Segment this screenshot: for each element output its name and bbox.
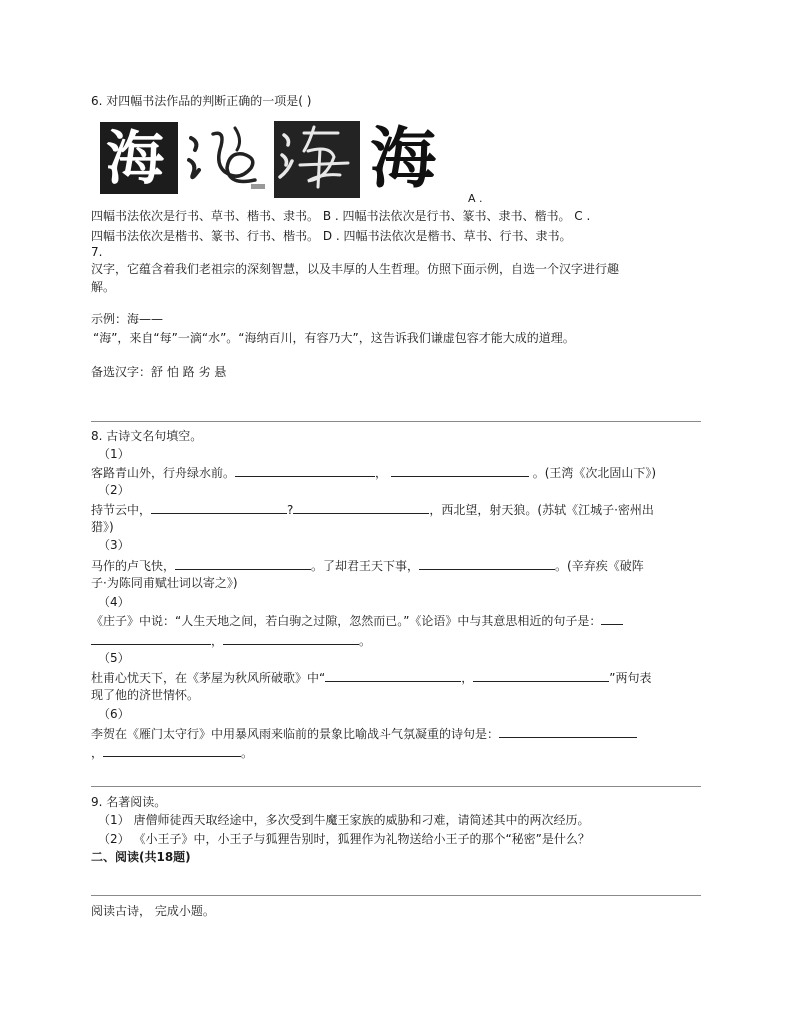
q8-item-5-pre: 杜甫心忧天下，在《茅屋为秋风所破歌》中“ bbox=[91, 671, 326, 685]
q7-candidates: 备选汉字：舒 怕 路 劣 悬 bbox=[91, 365, 227, 379]
q8-item-3-blank-1[interactable] bbox=[175, 558, 311, 570]
calligraphy-char: 海 bbox=[370, 120, 436, 197]
q8-item-3-blank-2[interactable] bbox=[419, 558, 555, 570]
q8-item-4-mid: ， bbox=[211, 634, 224, 648]
q9-stem: 9. 名著阅读。 bbox=[91, 795, 167, 809]
q8-item-6-blank-1[interactable] bbox=[499, 726, 637, 738]
q8-item-4-cont bbox=[91, 633, 371, 649]
q6-options-line-2: 四幅书法依次是楷书、篆书、行书、楷书。 D . 四幅书法依次是楷书、草书、行书、隶书。 bbox=[91, 229, 572, 243]
q8-item-1-blank-2[interactable] bbox=[391, 465, 529, 477]
q8-item-6-blank-2[interactable] bbox=[103, 745, 241, 757]
q8-item-4-blank-2[interactable] bbox=[223, 633, 359, 645]
q6-stem: 6. 对四幅书法作品的判断正确的一项是( ) bbox=[91, 94, 312, 108]
calligraphy-char: 海 bbox=[106, 124, 165, 192]
q8-item-2-blank-2[interactable] bbox=[293, 502, 429, 514]
cursive-stroke-image bbox=[185, 120, 270, 195]
q6-option-a-label: A . bbox=[468, 192, 483, 205]
q8-item-2-mid: ? bbox=[287, 503, 294, 517]
q8-item-5-num: （5） bbox=[98, 651, 130, 665]
reading-intro: 阅读古诗， 完成小题。 bbox=[91, 904, 215, 918]
q8-item-6-post: 。 bbox=[241, 746, 254, 760]
q8-item-5-blank-2[interactable] bbox=[473, 670, 609, 682]
q9-item-1: （1） 唐僧师徒西天取经途中，多次受到牛魔王家族的威胁和刁难，请简述其中的两次经历。 bbox=[98, 813, 590, 827]
q8-item-4-post: 。 bbox=[359, 634, 372, 648]
q8-item-2-blank-1[interactable] bbox=[151, 502, 287, 514]
q8-item-4-blank-1-end[interactable] bbox=[91, 633, 211, 645]
q8-item-4-blank-1-start[interactable] bbox=[601, 613, 623, 625]
q7-line-2: 解。 bbox=[91, 280, 116, 294]
q8-item-5-post: ”两句表 bbox=[609, 671, 652, 685]
q8-item-4 bbox=[91, 613, 623, 629]
q8-item-3-num: （3） bbox=[98, 538, 130, 552]
q8-item-3-post: 。(辛弃疾《破阵 bbox=[555, 559, 644, 573]
q8-item-2-post: ，西北望，射天狼。(苏轼《江城子·密州出 bbox=[429, 503, 654, 517]
q9-item-2: （2） 《小王子》中，小王子与狐狸告别时，狐狸作为礼物送给小王子的那个“秘密”是什么？ bbox=[98, 832, 590, 846]
q8-item-6-cont bbox=[91, 745, 253, 761]
q8-stem: 8. 古诗文名句填空。 bbox=[91, 429, 203, 443]
q8-item-5 bbox=[91, 670, 651, 686]
calligraphy-2-caoshu bbox=[185, 120, 270, 195]
calligraphy-3-xingshu-dark bbox=[274, 121, 360, 198]
q7-line-1: 汉字，它蕴含着我们老祖宗的深刻智慧，以及丰厚的人生哲理。仿照下面示例，自选一个汉字进行趣 bbox=[91, 262, 620, 276]
q8-item-6-mid: ， bbox=[91, 746, 104, 760]
section-divider bbox=[91, 421, 701, 422]
q8-item-2-cont: 猎》) bbox=[91, 520, 114, 534]
calligraphy-1-xingshu bbox=[100, 122, 178, 194]
q7-number: 7. bbox=[91, 245, 103, 259]
q8-item-2 bbox=[91, 502, 654, 518]
section-divider bbox=[91, 786, 701, 787]
q8-item-1-post: 。(王湾《次北固山下》) bbox=[532, 466, 657, 480]
calligraphy-4-lishu bbox=[368, 120, 453, 195]
q8-item-2-pre: 持节云中， bbox=[91, 503, 152, 517]
q8-item-1-pre: 客路青山外，行舟绿水前。 bbox=[91, 466, 236, 480]
q8-item-6-num: （6） bbox=[98, 707, 130, 721]
q8-item-1 bbox=[91, 465, 656, 481]
q8-item-4-num: （4） bbox=[98, 595, 130, 609]
q8-item-5-mid: ， bbox=[461, 671, 474, 685]
q7-example-text: “海”，来自“每”一滴“水”。“海纳百川，有容乃大”，这告诉我们谦虚包容才能大成的道理。 bbox=[93, 331, 575, 345]
q8-item-6-pre: 李贺在《雁门太守行》中用暴风雨来临前的景象比喻战斗气氛凝重的诗句是： bbox=[91, 727, 500, 741]
section-2-heading: 二、阅读(共18题) bbox=[91, 850, 191, 864]
brush-stroke-image bbox=[274, 121, 360, 198]
q6-options-line-1: 四幅书法依次是行书、草书、楷书、隶书。 B . 四幅书法依次是行书、篆书、隶书、楷书。 C . bbox=[91, 209, 591, 223]
q8-item-1-mid: ， bbox=[375, 466, 388, 480]
q8-item-6 bbox=[91, 726, 637, 742]
q8-item-1-blank-1[interactable] bbox=[235, 465, 375, 477]
q8-item-3-cont: 子·为陈同甫赋壮词以寄之》) bbox=[91, 576, 238, 590]
q8-item-3-mid: 。了却君王天下事， bbox=[311, 559, 420, 573]
q7-example-label: 示例：海—— bbox=[91, 312, 164, 326]
q8-item-5-cont: 现了他的济世情怀。 bbox=[91, 688, 200, 702]
q8-item-3 bbox=[91, 558, 644, 574]
q8-item-3-pre: 马作的卢飞快， bbox=[91, 559, 176, 573]
q8-item-2-num: （2） bbox=[98, 483, 130, 497]
section-divider bbox=[91, 895, 701, 896]
q8-item-5-blank-1[interactable] bbox=[325, 670, 461, 682]
q8-item-4-pre: 《庄子》中说：“人生天地之间，若白驹之过隙，忽然而已。”《论语》中与其意思相近的句子是： bbox=[91, 614, 602, 628]
q8-item-1-num: （1） bbox=[98, 447, 130, 461]
